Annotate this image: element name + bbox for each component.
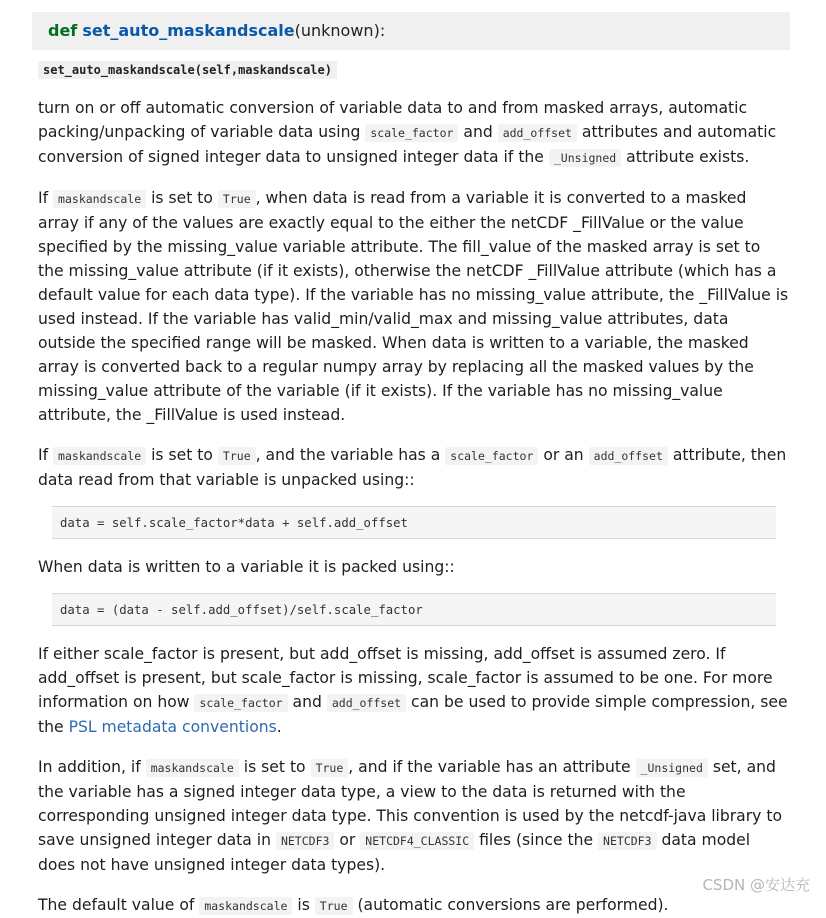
inline-code: maskandscale xyxy=(53,447,146,465)
inline-code: scale_factor xyxy=(445,447,538,465)
paragraph-packing: When data is written to a variable it is packed using:: xyxy=(38,558,455,576)
inline-code: maskandscale xyxy=(53,190,146,208)
csdn-watermark: CSDN @安达充 xyxy=(702,876,810,894)
code-block-unpack: data = self.scale_factor*data + self.add_offset xyxy=(52,506,776,539)
inline-code: True xyxy=(311,759,349,777)
inline-code: maskandscale xyxy=(146,759,239,777)
signature-code: set_auto_maskandscale(self,maskandscale) xyxy=(38,61,337,79)
paragraph-defaults: If either scale_factor is present, but add_offset is missing, add_offset is assumed zero. If add_offset is present, but scale_factor is missing, scale_factor is assumed to be one. For more information on how scale_factor and add_offset can be used to provide simple compression, see the PSL metadata conventions. xyxy=(38,645,788,736)
inline-code: maskandscale xyxy=(199,897,292,915)
inline-code: True xyxy=(315,897,353,915)
psl-conventions-link[interactable]: PSL metadata conventions xyxy=(68,718,277,736)
paragraph-default-value: The default value of maskandscale is True (automatic conversions are performed). xyxy=(38,896,669,914)
paragraph-unpacking: If maskandscale is set to True , and the variable has a scale_factor or an add_offset attribute, then data read from that variable is unpacked using:: xyxy=(38,446,787,489)
function-args: (unknown): xyxy=(294,21,386,40)
inline-code: scale_factor xyxy=(365,124,458,142)
inline-code: _Unsigned xyxy=(636,759,708,777)
inline-code: NETCDF3 xyxy=(276,832,334,850)
inline-code: _Unsigned xyxy=(549,149,621,167)
paragraph-masking: If maskandscale is set to True , when data is read from a variable it is converted to a masked array if any of the values are exactly equal to the either the netCDF _FillValue or the value specified by the missing_value variable attribute. The fill_value of the masked array is set to the missing_value attribute (if it exists), otherwise the netCDF _FillValue attribute (which has a default value for each data type). If the variable has no missing_value attribute, the _FillValue is used instead. If the variable has valid_min/valid_max and missing_value attributes, data outside the specified range will be masked. When data is written to a variable, the masked array is converted back to a regular numpy array by replacing all the masked values by the missing_value attribute of the variable (if it exists). If the variable has no missing_value attribute, the _FillValue is used instead. xyxy=(38,189,789,424)
paragraph-description: turn on or off automatic conversion of variable data to and from masked arrays, automatic packing/unpacking of variable data using scale_factor and add_offset attributes and automatic conversion of signed integer data to unsigned integer data if the _Unsigned attribute exists. xyxy=(38,99,777,166)
inline-code: add_offset xyxy=(589,447,668,465)
function-signature xyxy=(32,12,790,50)
inline-code: True xyxy=(218,190,256,208)
paragraph-unsigned: In addition, if maskandscale is set to True , and if the variable has an attribute _Unsigned set, and the variable has a signed integer data type, a view to the data is returned with the corresponding unsigned integer data type. This convention is used by the netcdf-java library to save unsigned integer data in NETCDF3 or NETCDF4_CLASSIC files (since the NETCDF3 data model does not have unsigned integer data types). xyxy=(38,758,782,874)
inline-code: True xyxy=(218,447,256,465)
function-name: set_auto_maskandscale xyxy=(82,21,295,40)
inline-code: NETCDF3 xyxy=(598,832,656,850)
inline-code: add_offset xyxy=(498,124,577,142)
def-keyword: def xyxy=(48,21,78,40)
inline-code: NETCDF4_CLASSIC xyxy=(360,832,474,850)
doc-content xyxy=(38,12,790,918)
inline-code: scale_factor xyxy=(194,694,287,712)
code-block-pack: data = (data - self.add_offset)/self.scale_factor xyxy=(52,593,776,626)
inline-code: add_offset xyxy=(327,694,406,712)
